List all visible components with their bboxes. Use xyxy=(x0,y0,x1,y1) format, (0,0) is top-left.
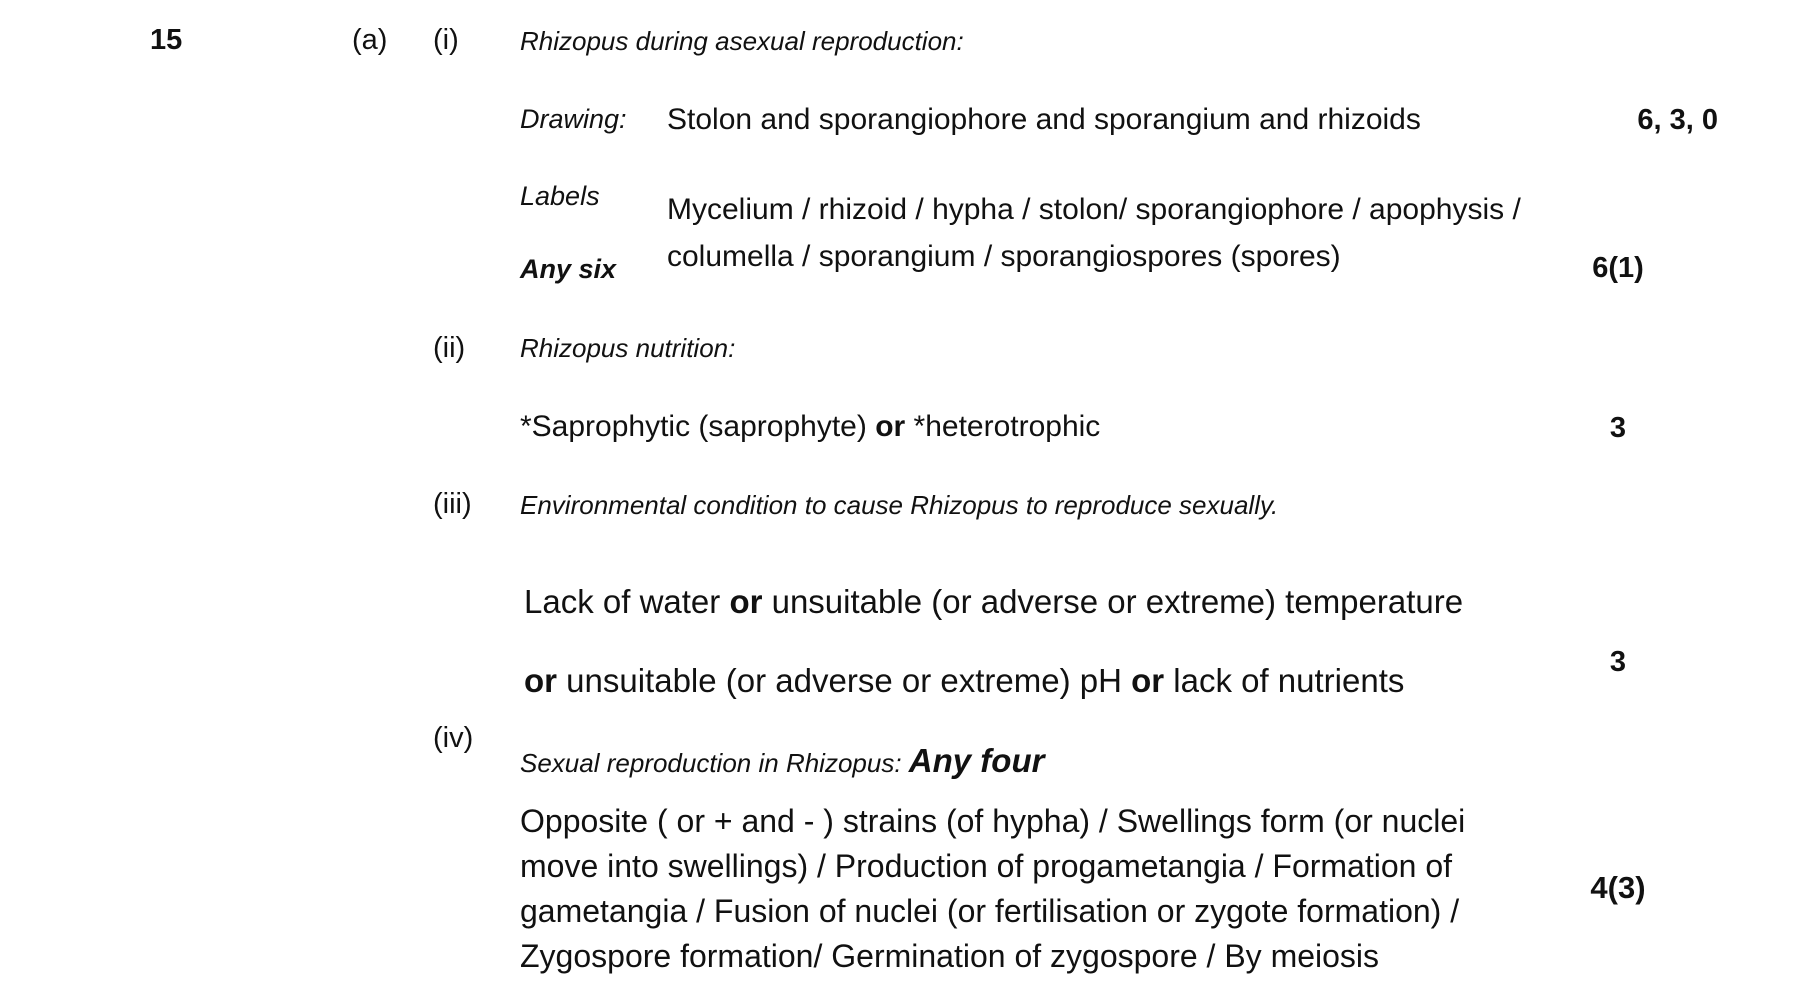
environment-line-2-or-1: or xyxy=(524,662,557,699)
subpart-iv-heading xyxy=(520,742,1044,780)
subpart-ii-heading: Rhizopus nutrition: xyxy=(520,333,736,363)
part-label: (a) xyxy=(352,24,388,56)
labels-marks: 6(1) xyxy=(1592,252,1644,284)
sexual-reproduction-line-3: gametangia / Fusion of nuclei (or fertilisation or zygote formation) / xyxy=(520,893,1460,929)
subpart-i-label: (i) xyxy=(433,24,459,56)
question-number: 15 xyxy=(150,24,183,56)
environment-line-2-or-2: or xyxy=(1131,662,1165,699)
any-six-label: Any six xyxy=(520,254,617,284)
drawing-label: Drawing: xyxy=(520,104,627,134)
nutrition-marks: 3 xyxy=(1609,412,1627,444)
subpart-iii-heading: Environmental condition to cause Rhizopus to reproduce sexually. xyxy=(520,490,1279,520)
environment-line-2-a: unsuitable (or adverse or extreme) pH xyxy=(557,662,1132,699)
nutrition-answer xyxy=(520,410,1100,444)
sexual-reproduction-line-2: move into swellings) / Production of progametangia / Formation of xyxy=(520,848,1453,884)
subpart-ii-label: (ii) xyxy=(433,332,466,364)
environment-line-2 xyxy=(524,662,1404,700)
environment-line-1 xyxy=(524,583,1463,621)
labels-line-1: Mycelium / rhizoid / hypha / stolon/ sporangiophore / apophysis / xyxy=(667,193,1521,226)
nutrition-answer-a: *Saprophytic (saprophyte) xyxy=(520,410,876,443)
environment-line-1-a: Lack of water xyxy=(524,583,730,620)
subpart-iv-heading-text: Sexual reproduction in Rhizopus: xyxy=(520,748,909,778)
nutrition-answer-b: *heterotrophic xyxy=(905,410,1101,443)
environment-line-2-b: lack of nutrients xyxy=(1164,662,1405,699)
subpart-i-heading: Rhizopus during asexual reproduction: xyxy=(520,26,964,56)
environment-marks: 3 xyxy=(1609,646,1627,678)
sexual-reproduction-answer xyxy=(520,799,1465,979)
labels-line-2: columella / sporangium / sporangiospores (spores) xyxy=(667,240,1341,273)
subpart-iii-label: (iii) xyxy=(433,488,472,520)
nutrition-answer-or: or xyxy=(875,410,906,443)
drawing-text: Stolon and sporangiophore and sporangium and rhizoids xyxy=(667,103,1421,136)
subpart-iv-label: (iv) xyxy=(433,722,474,754)
sexual-reproduction-line-1: Opposite ( or + and - ) strains (of hypha) / Swellings form (or nuclei xyxy=(520,803,1466,839)
drawing-marks: 6, 3, 0 xyxy=(1637,104,1718,136)
labels-label: Labels xyxy=(520,181,600,211)
sexual-reproduction-line-4: Zygospore formation/ Germination of zygospore / By meiosis xyxy=(520,938,1380,974)
any-four-label: Any four xyxy=(908,742,1045,779)
environment-line-1-b: unsuitable (or adverse or extreme) temperature xyxy=(762,583,1464,620)
environment-line-1-or: or xyxy=(729,583,763,620)
sexual-reproduction-marks: 4(3) xyxy=(1590,870,1646,905)
